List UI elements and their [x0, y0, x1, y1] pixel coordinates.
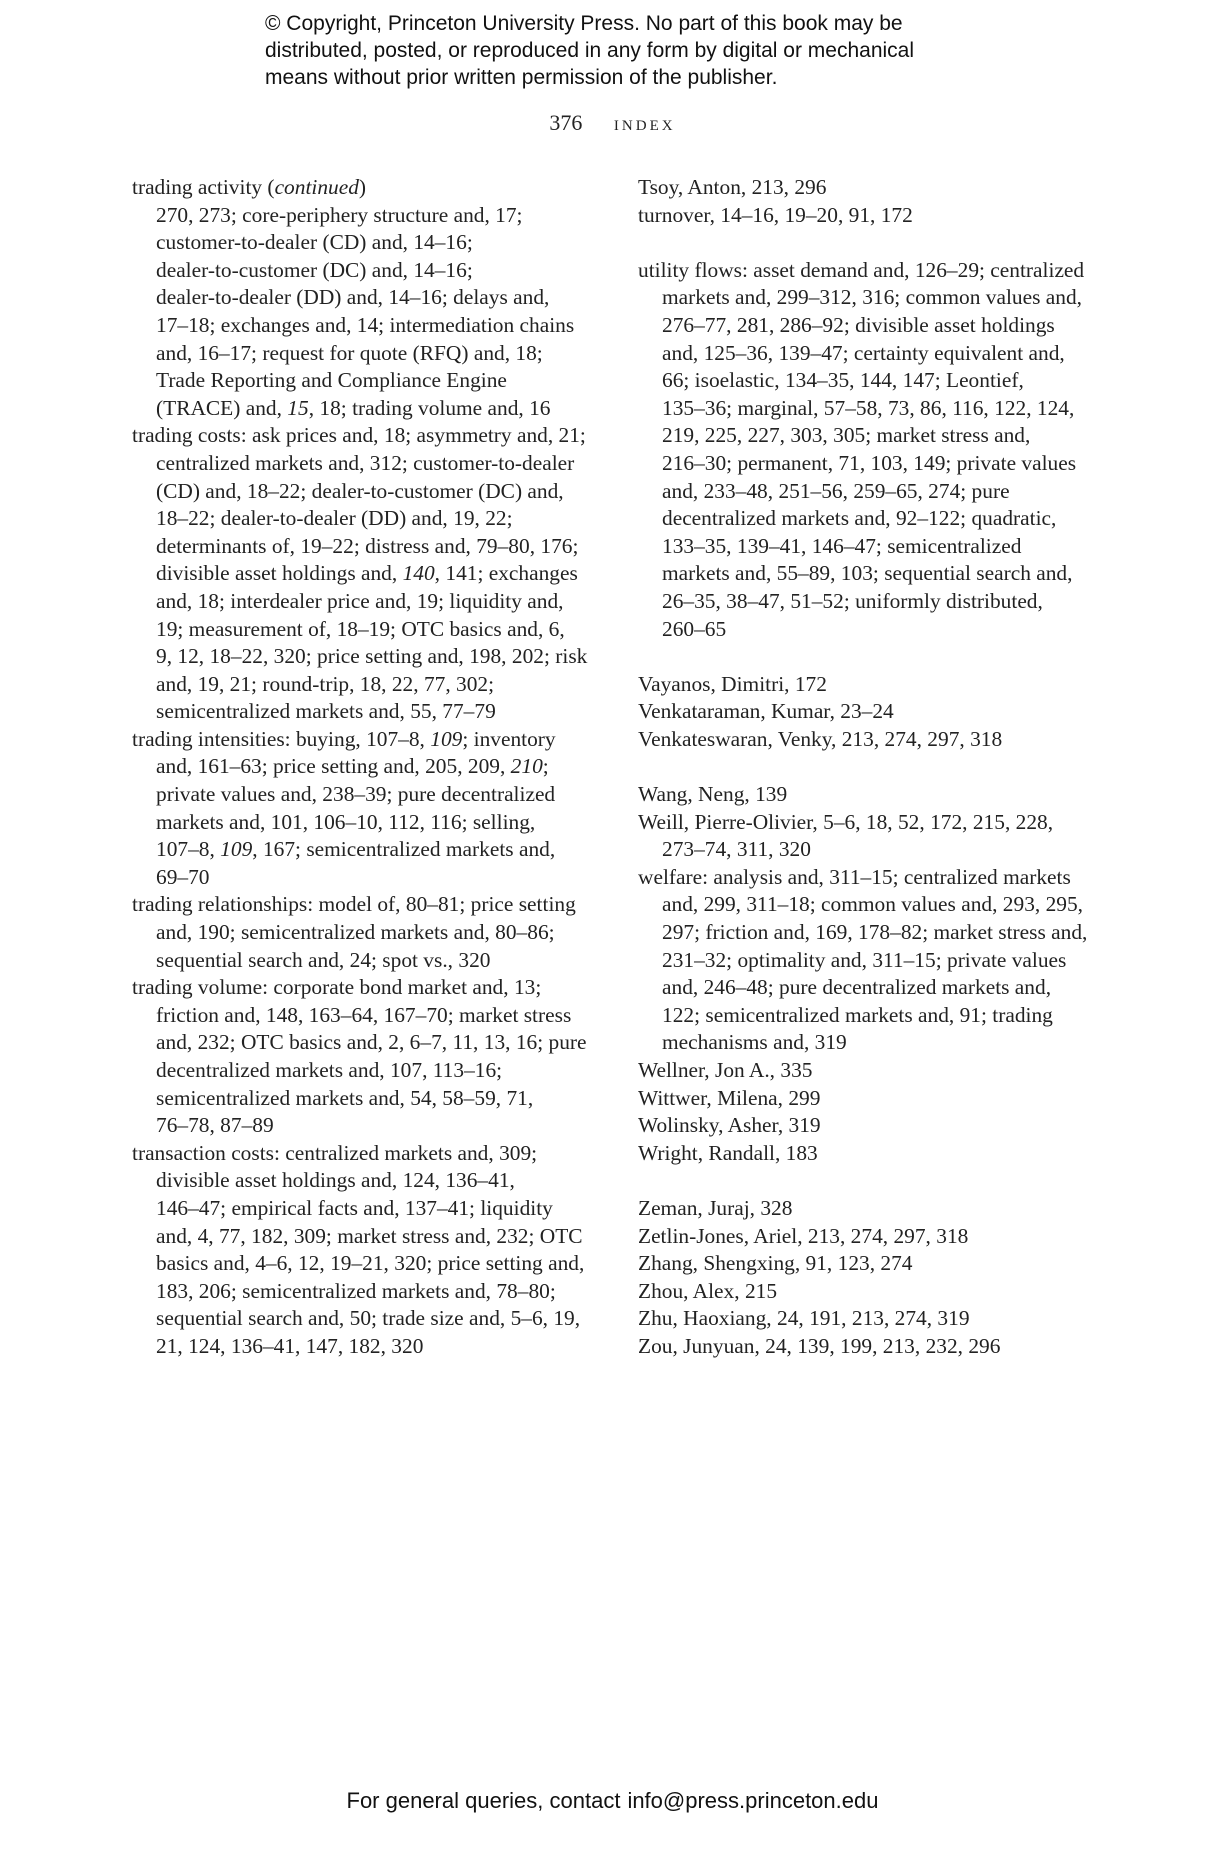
- index-text: (TRACE) and,: [156, 395, 288, 420]
- index-entry-continuation: decentralized markets and, 92–122; quadratic,: [662, 506, 1057, 531]
- index-italic-page: 140: [402, 561, 435, 586]
- index-entry-continuation: 18–22; dealer-to-dealer (DD) and, 19, 22;: [156, 506, 513, 531]
- index-entry: Venkateswaran, Venky, 213, 274, 297, 318: [638, 726, 1003, 751]
- index-entry: Zou, Junyuan, 24, 139, 199, 213, 232, 296: [638, 1333, 1001, 1358]
- index-entry: turnover, 14–16, 19–20, 91, 172: [638, 202, 913, 227]
- index-entry-continuation: dealer-to-customer (DC) and, 14–16;: [156, 257, 473, 282]
- page-title: index: [613, 110, 676, 135]
- page-number: 376: [549, 110, 583, 135]
- index-entry: [132, 726, 602, 754]
- index-entry-continuation: 231–32; optimality and, 311–15; private values: [662, 947, 1067, 972]
- index-entry: Zhu, Haoxiang, 24, 191, 213, 274, 319: [638, 1306, 970, 1331]
- index-entry: trading volume: corporate bond market and, 13;: [132, 975, 542, 1000]
- index-entry-continuation: markets and, 101, 106–10, 112, 116; selling,: [156, 809, 536, 834]
- index-entry-continuation: 270, 273; core-periphery structure and, 17;: [156, 202, 523, 227]
- index-entry-continuation: [132, 836, 602, 864]
- index-entry: Zeman, Juraj, 328: [638, 1195, 793, 1220]
- index-entry-continuation: (CD) and, 18–22; dealer-to-customer (DC) and,: [156, 478, 564, 503]
- index-entry-continuation: determinants of, 19–22; distress and, 79–80, 176;: [156, 533, 579, 558]
- index-entry-continuation: and, 18; interdealer price and, 19; liquidity and,: [156, 588, 564, 613]
- index-entry-continuation: and, 16–17; request for quote (RFQ) and, 18;: [156, 340, 543, 365]
- index-italic-page: 109: [220, 837, 253, 862]
- page-footer: [0, 1788, 1225, 1814]
- index-entry: Wolinsky, Asher, 319: [638, 1113, 821, 1138]
- index-entry-continuation: and, 190; semicentralized markets and, 80–86;: [156, 920, 555, 945]
- index-text: ; inventory: [462, 726, 556, 751]
- running-head: [0, 110, 1225, 136]
- index-letter-gap: [638, 753, 1108, 781]
- index-entry-continuation: markets and, 55–89, 103; sequential search and,: [662, 561, 1073, 586]
- index-entry-continuation: 219, 225, 227, 303, 305; market stress and,: [662, 423, 1031, 448]
- index-letter-gap: [638, 1167, 1108, 1195]
- index-entry-continuation: 183, 206; semicentralized markets and, 78–80;: [156, 1278, 556, 1303]
- index-entry: transaction costs: centralized markets and, 309;: [132, 1140, 538, 1165]
- index-entry-continuation: private values and, 238–39; pure decentralized: [156, 782, 556, 807]
- index-entry-continuation: dealer-to-dealer (DD) and, 14–16; delays and,: [156, 285, 550, 310]
- index-italic-page: 15: [287, 395, 309, 420]
- index-entry-continuation: 17–18; exchanges and, 14; intermediation chains: [156, 312, 575, 337]
- index-entry: Zhang, Shengxing, 91, 123, 274: [638, 1251, 913, 1276]
- index-entry: Wright, Randall, 183: [638, 1140, 818, 1165]
- index-entry-continuation: [132, 395, 602, 423]
- index-entry-continuation: 276–77, 281, 286–92; divisible asset holdings: [662, 312, 1055, 337]
- copyright-line: distributed, posted, or reproduced in any form by digital or mechanical: [265, 39, 915, 62]
- index-entry-continuation: 26–35, 38–47, 51–52; uniformly distributed,: [662, 588, 1043, 613]
- index-entry-continuation: semicentralized markets and, 54, 58–59, 71,: [156, 1085, 534, 1110]
- index-italic-page: 109: [430, 726, 463, 751]
- index-entry-continuation: and, 299, 311–18; common values and, 293, 295,: [662, 892, 1084, 917]
- index-entry-continuation: 135–36; marginal, 57–58, 73, 86, 116, 122, 124,: [662, 395, 1075, 420]
- index-entry-continuation: and, 19, 21; round-trip, 18, 22, 77, 302;: [156, 671, 495, 696]
- index-entry: Wang, Neng, 139: [638, 782, 788, 807]
- copyright-notice: [265, 10, 1025, 91]
- index-entry-continuation: customer-to-dealer (CD) and, 14–16;: [156, 230, 473, 255]
- index-text: ): [358, 175, 367, 199]
- index-italic-page: continued: [274, 175, 359, 199]
- index-entry-continuation: divisible asset holdings and, 124, 136–41,: [156, 1168, 515, 1193]
- index-entry: Venkataraman, Kumar, 23–24: [638, 699, 894, 724]
- index-text: and, 161–63; price setting and, 205, 209,: [156, 754, 511, 779]
- index-entry-continuation: 76–78, 87–89: [156, 1113, 274, 1138]
- index-entry-continuation: and, 233–48, 251–56, 259–65, 274; pure: [662, 478, 1010, 503]
- index-entry-continuation: semicentralized markets and, 55, 77–79: [156, 699, 496, 724]
- index-entry-continuation: and, 4, 77, 182, 309; market stress and, 232; OTC: [156, 1223, 583, 1248]
- index-entry: Wittwer, Milena, 299: [638, 1085, 821, 1110]
- index-entry-continuation: sequential search and, 50; trade size and, 5–6, 19,: [156, 1306, 581, 1331]
- copyright-line: © Copyright, Princeton University Press. No part of this book may be: [265, 12, 903, 35]
- copyright-line: means without prior written permission of the publisher.: [265, 66, 778, 89]
- contact-email-link[interactable]: info@press.princeton.edu: [627, 1788, 879, 1813]
- index-entry: trading relationships: model of, 80–81; price setting: [132, 892, 576, 917]
- index-text: trading activity (: [132, 175, 275, 199]
- index-entry-continuation: and, 232; OTC basics and, 2, 6–7, 11, 13, 16; pure: [156, 1030, 587, 1055]
- index-letter-gap: [638, 229, 1108, 257]
- index-entry-continuation: centralized markets and, 312; customer-to-dealer: [156, 450, 575, 475]
- index-text: , 167; semicentralized markets and,: [252, 837, 556, 862]
- index-text: 107–8,: [156, 837, 221, 862]
- index-entry-continuation: basics and, 4–6, 12, 19–21, 320; price setting and,: [156, 1251, 585, 1276]
- index-entry-continuation: 66; isoelastic, 134–35, 144, 147; Leontief,: [662, 368, 1024, 393]
- index-entry-continuation: mechanisms and, 319: [662, 1030, 847, 1055]
- index-letter-gap: [638, 643, 1108, 671]
- index-entry: Wellner, Jon A., 335: [638, 1058, 813, 1082]
- index-entry-continuation: [132, 560, 602, 588]
- index-column-right: [638, 174, 1108, 1361]
- index-entry-continuation: 133–35, 139–41, 146–47; semicentralized: [662, 533, 1022, 558]
- index-entry-continuation: 9, 12, 18–22, 320; price setting and, 198, 202; risk: [156, 644, 588, 669]
- index-entry-continuation: and, 125–36, 139–47; certainty equivalent and,: [662, 340, 1065, 365]
- index-entry-continuation: 260–65: [662, 616, 727, 641]
- index-entry: Zetlin-Jones, Ariel, 213, 274, 297, 318: [638, 1223, 969, 1248]
- index-text: , 18; trading volume and, 16: [308, 395, 551, 420]
- index-text: , 141; exchanges: [434, 561, 578, 586]
- index-entry: utility flows: asset demand and, 126–29; centralized: [638, 257, 1085, 282]
- index-entry-continuation: [132, 753, 602, 781]
- index-entry-continuation: decentralized markets and, 107, 113–16;: [156, 1058, 503, 1082]
- index-italic-page: 210: [510, 754, 543, 779]
- index-entry-continuation: 297; friction and, 169, 178–82; market stress and,: [662, 920, 1088, 945]
- index-entry: Weill, Pierre-Olivier, 5–6, 18, 52, 172, 215, 228,: [638, 809, 1054, 834]
- footer-text: For general queries, contact: [346, 1788, 621, 1813]
- index-entry-continuation: 21, 124, 136–41, 147, 182, 320: [156, 1333, 424, 1358]
- index-entry-continuation: 273–74, 311, 320: [662, 837, 811, 862]
- index-entry-continuation: friction and, 148, 163–64, 167–70; market stress: [156, 1002, 572, 1027]
- index-entry-continuation: 216–30; permanent, 71, 103, 149; private values: [662, 450, 1077, 475]
- index-entry-continuation: 122; semicentralized markets and, 91; trading: [662, 1002, 1053, 1027]
- index-entry-continuation: sequential search and, 24; spot vs., 320: [156, 947, 491, 972]
- index-entry: Tsoy, Anton, 213, 296: [638, 175, 827, 199]
- index-entry-continuation: markets and, 299–312, 316; common values and,: [662, 285, 1083, 310]
- index-text: trading intensities: buying, 107–8,: [132, 726, 431, 751]
- index-entry: trading costs: ask prices and, 18; asymmetry and, 21;: [132, 423, 586, 448]
- index-entry: Vayanos, Dimitri, 172: [638, 671, 827, 696]
- index-text: ;: [542, 754, 549, 779]
- index-entry-continuation: and, 246–48; pure decentralized markets and,: [662, 975, 1052, 1000]
- index-entry-continuation: 19; measurement of, 18–19; OTC basics and, 6,: [156, 616, 565, 641]
- index-entry: Zhou, Alex, 215: [638, 1278, 778, 1303]
- index-entry: welfare: analysis and, 311–15; centralized markets: [638, 864, 1071, 889]
- index-entry: [132, 174, 602, 202]
- index-text: divisible asset holdings and,: [156, 561, 403, 586]
- index-entry-continuation: Trade Reporting and Compliance Engine: [156, 368, 507, 393]
- index-column-left: [132, 174, 602, 1361]
- index-entry-continuation: 69–70: [156, 864, 210, 889]
- index-entry-continuation: 146–47; empirical facts and, 137–41; liquidity: [156, 1195, 553, 1220]
